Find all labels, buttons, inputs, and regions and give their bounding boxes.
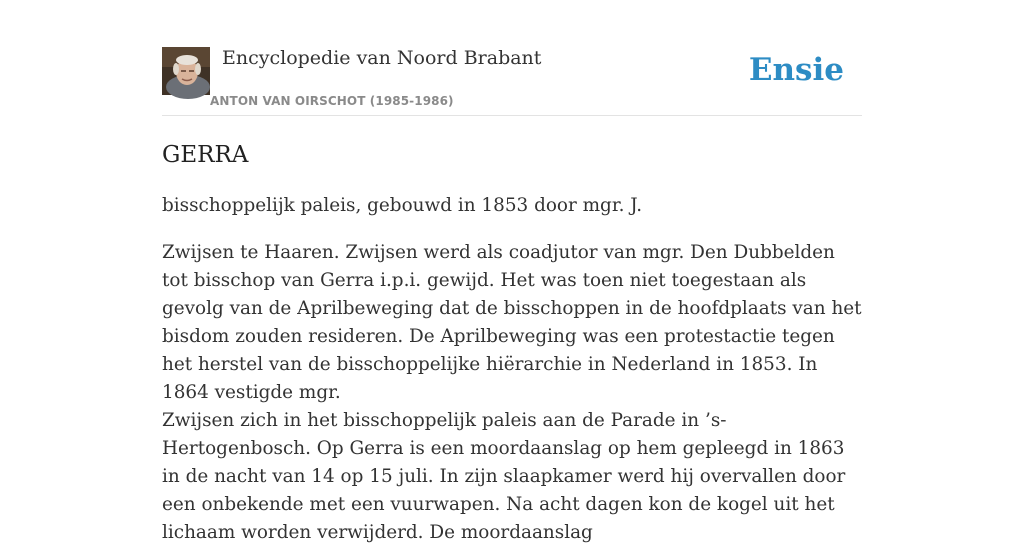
source-author[interactable]: ANTON VAN OIRSCHOT (1985-1986): [210, 94, 454, 108]
ensie-logo[interactable]: Ensie: [748, 52, 844, 88]
author-portrait-icon: [162, 47, 210, 95]
article-paragraph-1: bisschoppelijk paleis, gebouwd in 1853 door mgr. J.: [162, 195, 643, 216]
header: [162, 46, 862, 116]
article-paragraph-2: Zwijsen te Haaren. Zwijsen werd als coadjutor van mgr. Den Dubbelden tot bisschop van Gerra i.p.i. gewijd. Het was toen niet toegestaan als gevolg van de Aprilbeweging dat de bisschoppen in de hoofdplaats van het bisdom zouden resideren. De Aprilbeweging was een protestactie tegen het herstel van de bisschoppelijke hiërarchie in Nederland in 1853. In 1864 vestigde mgr.: [162, 242, 862, 403]
source-title[interactable]: Encyclopedie van Noord Brabant: [222, 47, 542, 69]
article-paragraph-3: Zwijsen zich in het bisschoppelijk paleis aan de Parade in ’s-Hertogenbosch. Op Gerra is een moordaanslag op hem gepleegd in 1863 in de nacht van 14 op 15 juli. In zijn slaapkamer werd hij overvallen door een onbekende met een vuurwapen. Na acht dagen kon de kogel uit het lichaam worden verwijderd. De moordaanslag: [162, 410, 846, 543]
author-avatar[interactable]: [162, 47, 210, 95]
article-title: GERRA: [162, 142, 249, 168]
